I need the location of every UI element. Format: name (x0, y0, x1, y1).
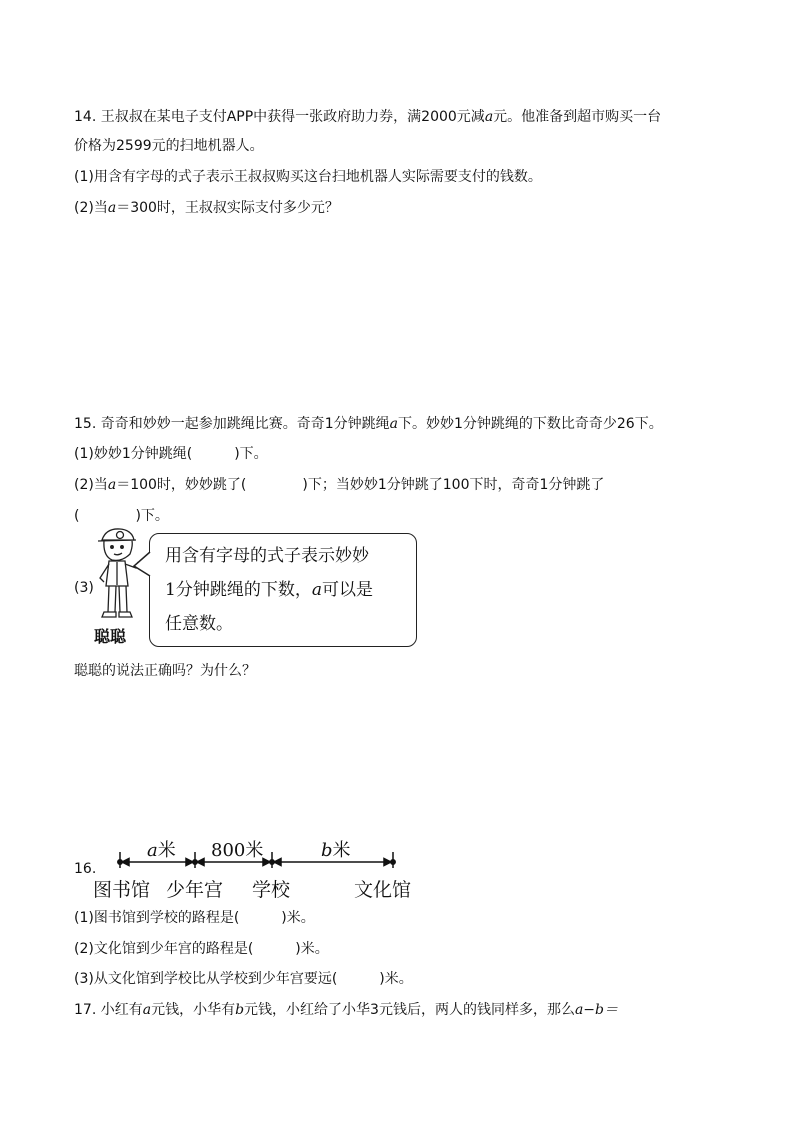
bubble-line2 (165, 574, 373, 606)
q14-part2-b: ＝300时，王叔叔实际支付多少元？ (116, 200, 339, 216)
q15-part2-var: a (107, 477, 117, 493)
q16-number: 16. (74, 861, 97, 877)
place-school: 学校 (252, 879, 291, 901)
q15-part2-b: ＝100时，妙妙跳了( )下；当妙妙1分钟跳了100下时，奇奇1分钟跳了 (116, 477, 605, 493)
q17-text-c: 元钱，小红给了小华3元钱后，两人的钱同样多，那么 (244, 1002, 575, 1018)
character-name: 聪聪 (94, 627, 127, 646)
place-library: 图书馆 (93, 879, 151, 901)
q15-part1: (1)妙妙1分钟跳绳( )下。 (74, 446, 268, 462)
q15-text-a: 15. 奇奇和妙妙一起参加跳绳比赛。奇奇1分钟跳绳 (74, 416, 390, 432)
q14-line2: 价格为2599元的扫地机器人。 (74, 138, 264, 154)
seg1-var: a (147, 840, 158, 861)
seg3-label (321, 836, 351, 862)
q14-part2-var: a (107, 200, 117, 216)
q14-part2 (74, 198, 339, 218)
q14-text-a: 14. 王叔叔在某电子支付APP中获得一张政府助力券，满2000元减 (74, 109, 485, 125)
q17-line (74, 1000, 618, 1020)
q17-var-b: b (235, 1002, 245, 1018)
q14-part2-a: (2)当 (74, 200, 108, 216)
bubble-line2-b: 可以是 (321, 580, 373, 600)
bubble-line3: 任意数。 (165, 614, 233, 634)
bubble-line1: 用含有字母的式子表示妙妙 (165, 546, 369, 566)
q15-line1 (74, 414, 663, 434)
seg3-var: b (321, 840, 333, 861)
q14-text-b: 元。他准备到超市购买一台 (493, 109, 662, 125)
seg2-label: 800米 (211, 840, 264, 861)
seg1-unit: 米 (157, 840, 176, 861)
q16-part2: (2)文化馆到少年宫的路程是( )米。 (74, 941, 329, 957)
q16-part3: (3)从文化馆到学校比从学校到少年宫要远( )米。 (74, 971, 413, 987)
q17-expression: a−b＝ (574, 1002, 618, 1018)
q15-var-a: a (389, 416, 398, 432)
bubble-var: a (311, 580, 322, 600)
bubble-pointer (132, 550, 152, 580)
q14-var-a: a (484, 109, 494, 125)
q17-text-a: 17. 小红有 (74, 1002, 143, 1018)
seg3-unit: 米 (332, 840, 351, 861)
q15-text-b: 下。妙妙1分钟跳绳的下数比奇奇少26下。 (397, 416, 663, 432)
place-culture-center: 文化馆 (354, 879, 412, 901)
q15-part2-a: (2)当 (74, 477, 108, 493)
q17-var-a: a (142, 1002, 152, 1018)
q15-part2 (74, 475, 604, 495)
bubble-line2-a: 1分钟跳绳的下数， (165, 580, 312, 600)
q16-part1: (1)图书馆到学校的路程是( )米。 (74, 910, 315, 926)
q17-text-b: 元钱，小华有 (151, 1002, 236, 1018)
q14-part1: (1)用含有字母的式子表示王叔叔购买这台扫地机器人实际需要支付的钱数。 (74, 169, 542, 185)
place-youth-palace: 少年宫 (166, 879, 224, 901)
q14-line1 (74, 107, 661, 127)
q15-part3-label: (3) (74, 580, 94, 596)
seg1-label (147, 836, 176, 862)
q15-part2-cont: ( )下。 (74, 508, 169, 524)
q15-question: 聪聪的说法正确吗？为什么？ (74, 663, 256, 679)
